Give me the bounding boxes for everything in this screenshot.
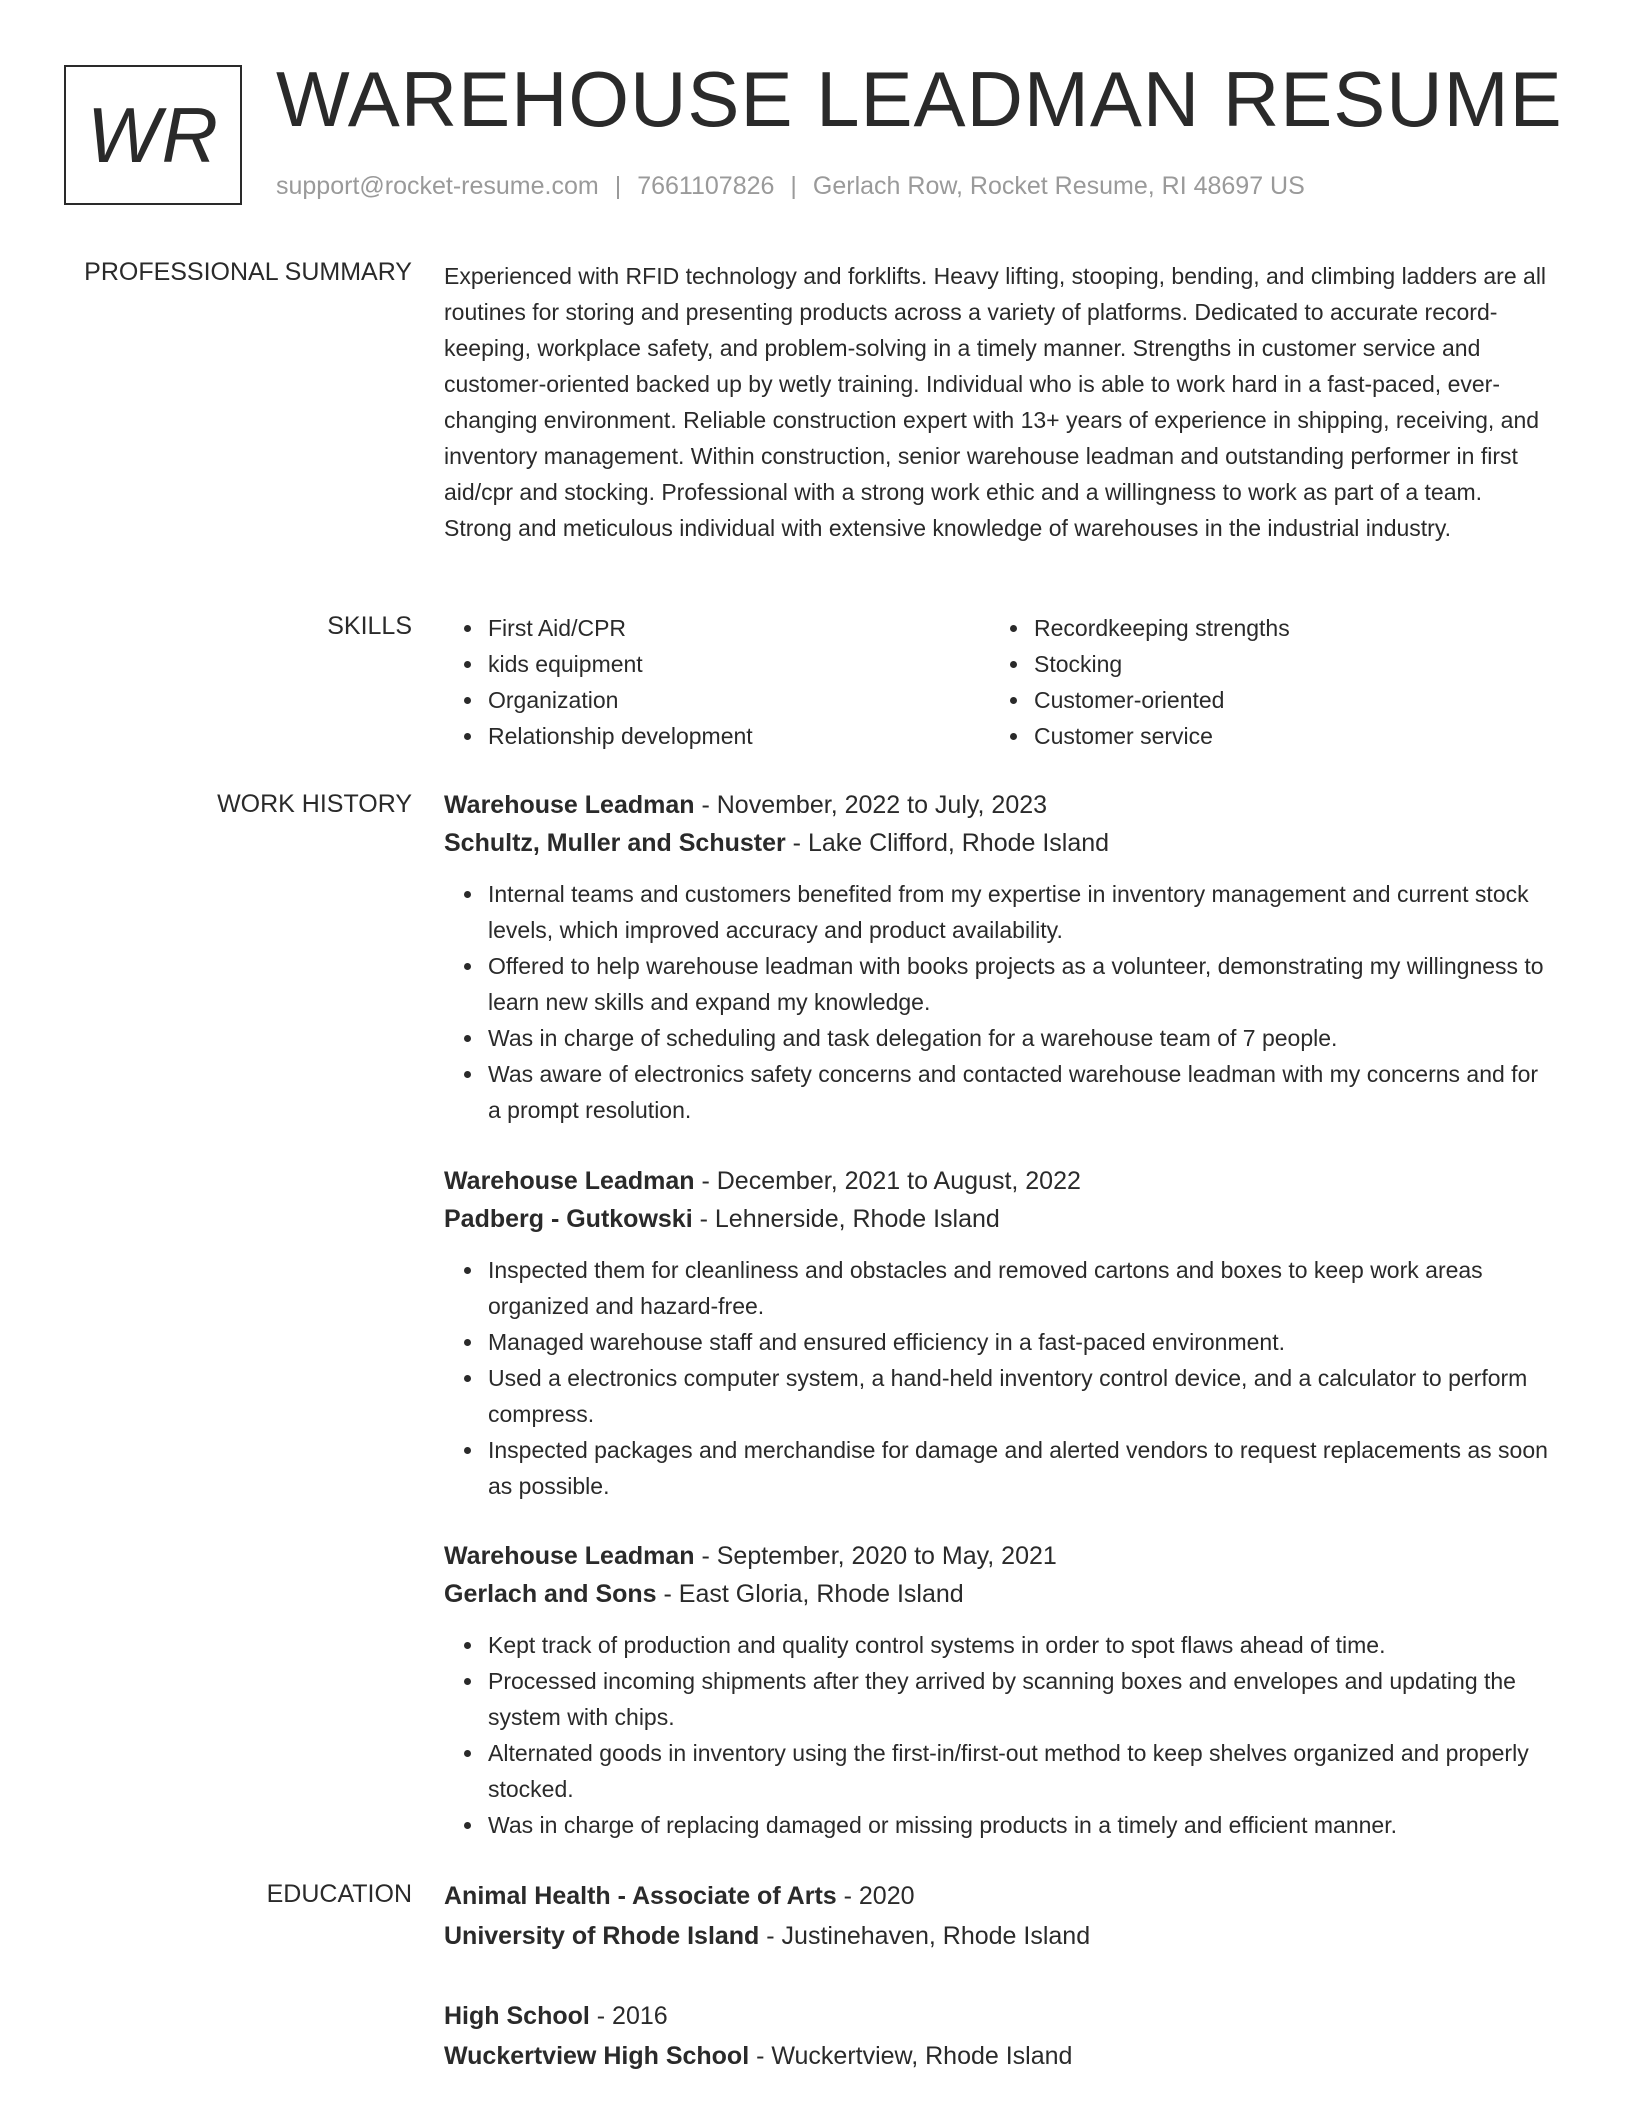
job-bullet: Was aware of electronics safety concerns and contacted warehouse leadman with my concerns and for a prompt resolution. — [444, 1056, 1556, 1128]
resume-title: WAREHOUSE LEADMAN RESUME — [276, 55, 1563, 143]
monogram-box — [64, 65, 242, 205]
job-company: Schultz, Muller and Schuster — [444, 829, 786, 857]
contact-separator: | — [614, 172, 622, 200]
job-bullet: Managed warehouse staff and ensured efficiency in a fast-paced environment. — [444, 1324, 1556, 1360]
education-entry — [444, 1876, 1556, 1956]
education-school: University of Rhode Island — [444, 1922, 760, 1950]
skills-list-right — [990, 610, 1536, 754]
summary-section-title: PROFESSIONAL SUMMARY — [84, 258, 412, 286]
job-bullet: Alternated goods in inventory using the first-in/first-out method to keep shelves organized and properly stocked. — [444, 1735, 1556, 1807]
education-degree: High School — [444, 2002, 590, 2030]
job-company: Padberg - Gutkowski — [444, 1205, 693, 1233]
skill-item: First Aid/CPR — [444, 610, 990, 646]
job-bullets — [444, 1627, 1556, 1843]
skill-item: Recordkeeping strengths — [990, 610, 1536, 646]
job-bullet: Inspected packages and merchandise for damage and alerted vendors to request replacements as soon as possible. — [444, 1432, 1556, 1504]
job-bullet: Inspected them for cleanliness and obstacles and removed cartons and boxes to keep work areas organized and hazard-free. — [444, 1252, 1556, 1324]
skill-item: Organization — [444, 682, 990, 718]
skills-section — [444, 610, 1556, 754]
education-school-line — [444, 1916, 1556, 1956]
job-dates: - September, 2020 to May, 2021 — [694, 1542, 1057, 1570]
job-dates: - December, 2021 to August, 2022 — [694, 1167, 1081, 1195]
skill-item: Customer service — [990, 718, 1536, 754]
job-title: Warehouse Leadman — [444, 791, 695, 819]
education-school-line — [444, 2036, 1556, 2076]
education-year: - 2016 — [589, 2002, 668, 2030]
job-entry — [444, 1537, 1556, 1843]
summary-section — [444, 258, 1556, 546]
job-bullets — [444, 1252, 1556, 1504]
contact-line — [276, 172, 1305, 201]
contact-email[interactable]: support@rocket-resume.com — [276, 172, 599, 200]
job-bullet: Used a electronics computer system, a hand-held inventory control device, and a calculator to perform compress. — [444, 1360, 1556, 1432]
job-title: Warehouse Leadman — [444, 1542, 695, 1570]
job-location: - Lake Clifford, Rhode Island — [785, 829, 1110, 857]
job-title-line — [444, 786, 1556, 824]
job-company-line — [444, 1200, 1556, 1238]
skills-list-left — [444, 610, 990, 754]
summary-text: Experienced with RFID technology and forklifts. Heavy lifting, stooping, bending, and climbing ladders are all routines for storing and presenting products across a variety of platforms. Dedicated to accurate record-keeping, workplace safety, and problem-solving in a timely manner. Strengths in customer service and customer-oriented backed up by wetly training. Individual who is able to work hard in a fast-paced, ever-changing environment. Reliable construction expert with 13+ years of experience in shipping, receiving, and inventory management. Within construction, senior warehouse leadman and outstanding performer in first aid/cpr and stocking. Professional with a strong work ethic and a willingness to work as part of a team. Strong and meticulous individual with extensive knowledge of warehouses in the industrial industry. — [444, 263, 1547, 541]
job-entry — [444, 1162, 1556, 1504]
education-location: - Wuckertview, Rhode Island — [749, 2042, 1073, 2070]
work-section-title: WORK HISTORY — [217, 790, 412, 818]
job-company: Gerlach and Sons — [444, 1580, 657, 1608]
education-year: - 2020 — [836, 1882, 915, 1910]
job-dates: - November, 2022 to July, 2023 — [694, 791, 1048, 819]
job-title-line — [444, 1162, 1556, 1200]
skill-item: Stocking — [990, 646, 1536, 682]
education-school: Wuckertview High School — [444, 2042, 750, 2070]
job-bullet: Was in charge of replacing damaged or missing products in a timely and efficient manner. — [444, 1807, 1556, 1843]
skill-item: kids equipment — [444, 646, 990, 682]
job-entry — [444, 786, 1556, 1128]
skill-item: Relationship development — [444, 718, 990, 754]
job-bullet: Offered to help warehouse leadman with books projects as a volunteer, demonstrating my willingness to learn new skills and expand my knowledge. — [444, 948, 1556, 1020]
contact-phone[interactable]: 7661107826 — [637, 172, 775, 200]
job-bullet: Was in charge of scheduling and task delegation for a warehouse team of 7 people. — [444, 1020, 1556, 1056]
education-location: - Justinehaven, Rhode Island — [759, 1922, 1091, 1950]
job-title-line — [444, 1537, 1556, 1575]
skill-item: Customer-oriented — [990, 682, 1536, 718]
job-bullet: Processed incoming shipments after they arrived by scanning boxes and envelopes and updating the system with chips. — [444, 1663, 1556, 1735]
job-title: Warehouse Leadman — [444, 1167, 695, 1195]
education-degree-line — [444, 1876, 1556, 1916]
monogram-initials: WR — [87, 90, 219, 179]
job-location: - East Gloria, Rhode Island — [656, 1580, 964, 1608]
job-bullet: Internal teams and customers benefited from my expertise in inventory management and current stock levels, which improved accuracy and product availability. — [444, 876, 1556, 948]
education-degree: Animal Health - Associate of Arts — [444, 1882, 837, 1910]
job-bullet: Kept track of production and quality control systems in order to spot flaws ahead of time. — [444, 1627, 1556, 1663]
skills-section-title: SKILLS — [327, 612, 412, 640]
job-location: - Lehnerside, Rhode Island — [692, 1205, 1000, 1233]
education-section-title: EDUCATION — [266, 1880, 412, 1908]
education-degree-line — [444, 1996, 1556, 2036]
education-entry — [444, 1996, 1556, 2076]
job-company-line — [444, 824, 1556, 862]
job-company-line — [444, 1575, 1556, 1613]
contact-address: Gerlach Row, Rocket Resume, RI 48697 US — [812, 172, 1305, 200]
job-bullets — [444, 876, 1556, 1128]
contact-separator: | — [790, 172, 797, 200]
